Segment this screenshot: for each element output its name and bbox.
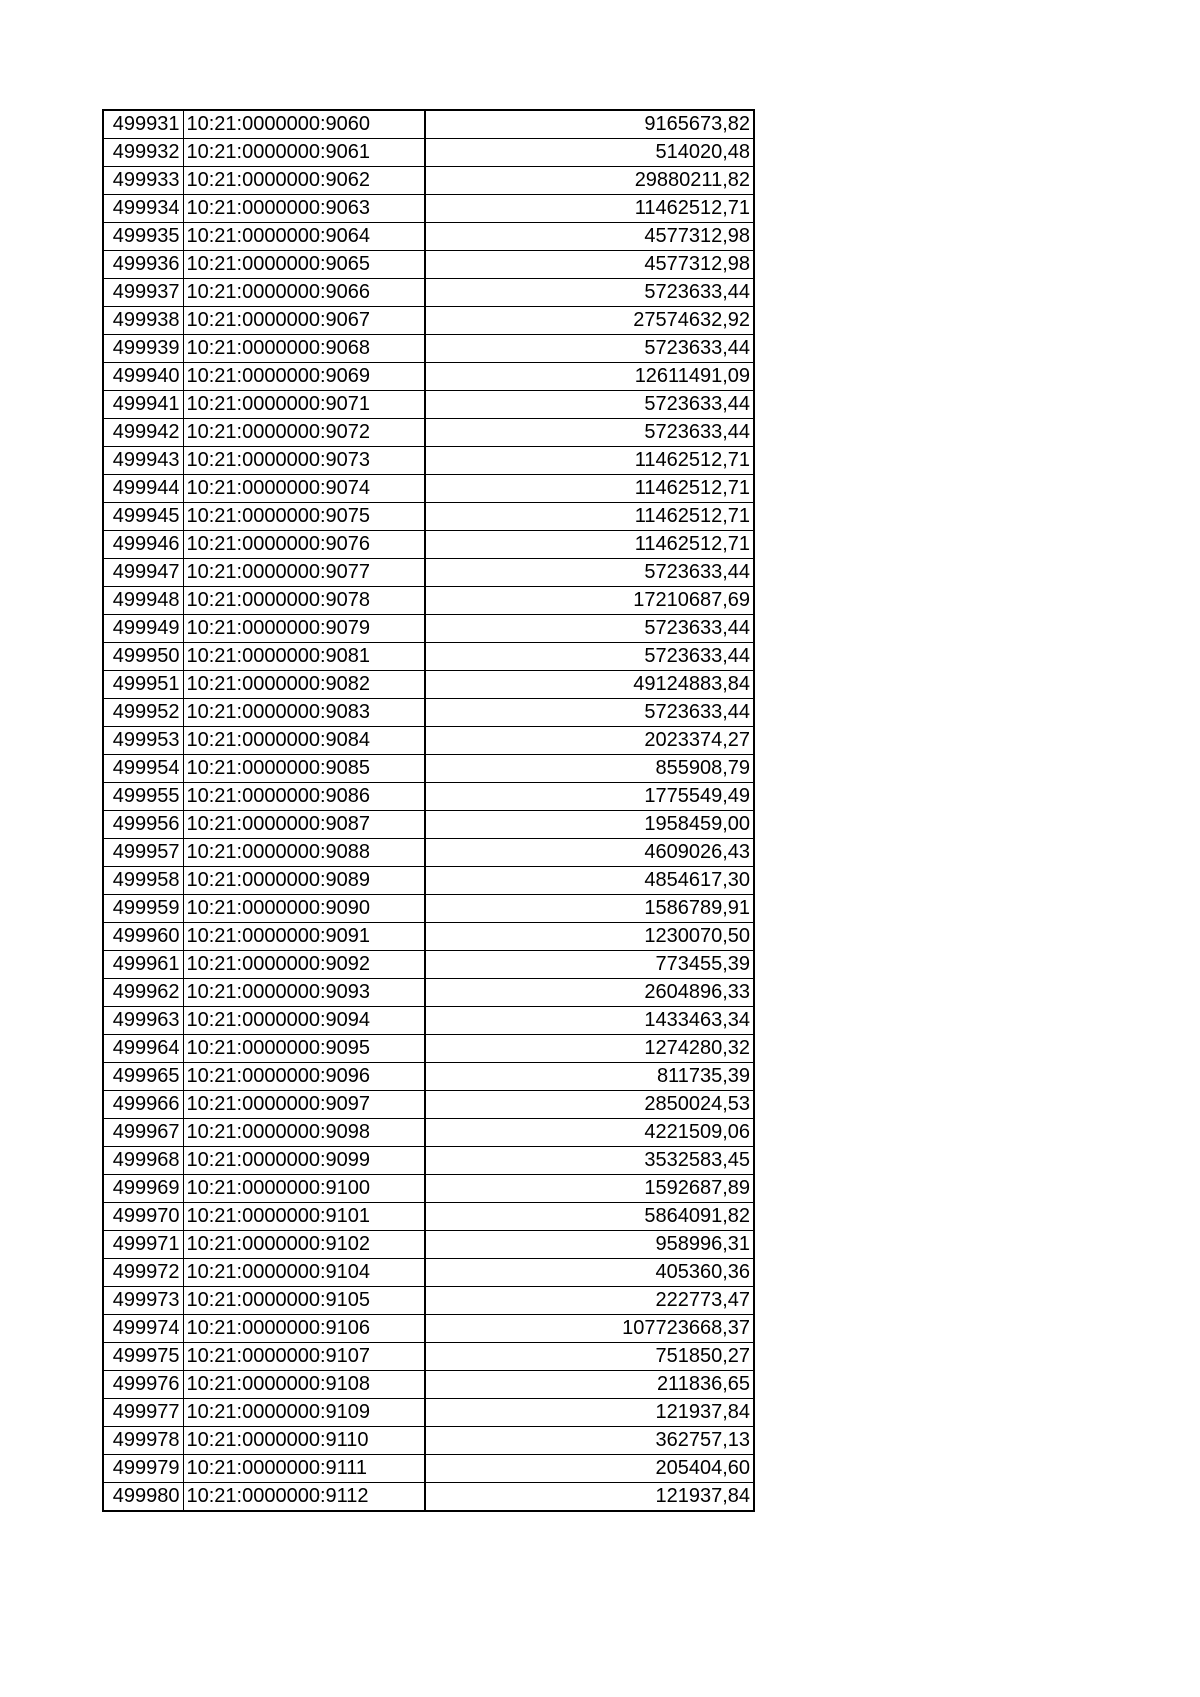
row-id-cell: 499944 bbox=[103, 475, 183, 503]
table-row bbox=[103, 1091, 754, 1119]
row-code-cell: 10:21:0000000:9090 bbox=[183, 895, 425, 923]
row-code-cell: 10:21:0000000:9094 bbox=[183, 1007, 425, 1035]
row-id-cell: 499955 bbox=[103, 783, 183, 811]
row-value-cell: 121937,84 bbox=[425, 1399, 754, 1427]
row-code-cell: 10:21:0000000:9063 bbox=[183, 195, 425, 223]
table-row bbox=[103, 195, 754, 223]
row-id-cell: 499937 bbox=[103, 279, 183, 307]
row-value-cell: 4577312,98 bbox=[425, 251, 754, 279]
table-row bbox=[103, 251, 754, 279]
row-id-cell: 499935 bbox=[103, 223, 183, 251]
table-row bbox=[103, 475, 754, 503]
row-code-cell: 10:21:0000000:9088 bbox=[183, 839, 425, 867]
row-value-cell: 1775549,49 bbox=[425, 783, 754, 811]
row-id-cell: 499966 bbox=[103, 1091, 183, 1119]
row-id-cell: 499964 bbox=[103, 1035, 183, 1063]
row-id-cell: 499939 bbox=[103, 335, 183, 363]
row-code-cell: 10:21:0000000:9107 bbox=[183, 1343, 425, 1371]
row-value-cell: 49124883,84 bbox=[425, 671, 754, 699]
row-code-cell: 10:21:0000000:9065 bbox=[183, 251, 425, 279]
row-value-cell: 5723633,44 bbox=[425, 615, 754, 643]
table-row bbox=[103, 223, 754, 251]
row-value-cell: 2604896,33 bbox=[425, 979, 754, 1007]
row-code-cell: 10:21:0000000:9109 bbox=[183, 1399, 425, 1427]
row-id-cell: 499946 bbox=[103, 531, 183, 559]
table-row bbox=[103, 1203, 754, 1231]
table-row bbox=[103, 167, 754, 195]
row-value-cell: 107723668,37 bbox=[425, 1315, 754, 1343]
row-value-cell: 12611491,09 bbox=[425, 363, 754, 391]
row-value-cell: 514020,48 bbox=[425, 139, 754, 167]
row-value-cell: 811735,39 bbox=[425, 1063, 754, 1091]
row-value-cell: 4221509,06 bbox=[425, 1119, 754, 1147]
row-id-cell: 499941 bbox=[103, 391, 183, 419]
row-id-cell: 499952 bbox=[103, 699, 183, 727]
table-row bbox=[103, 1315, 754, 1343]
row-code-cell: 10:21:0000000:9077 bbox=[183, 559, 425, 587]
table-row bbox=[103, 335, 754, 363]
row-value-cell: 751850,27 bbox=[425, 1343, 754, 1371]
table-row bbox=[103, 727, 754, 755]
table-row bbox=[103, 1287, 754, 1315]
row-value-cell: 211836,65 bbox=[425, 1371, 754, 1399]
row-value-cell: 5723633,44 bbox=[425, 335, 754, 363]
row-value-cell: 5723633,44 bbox=[425, 559, 754, 587]
row-id-cell: 499977 bbox=[103, 1399, 183, 1427]
row-id-cell: 499936 bbox=[103, 251, 183, 279]
row-value-cell: 121937,84 bbox=[425, 1483, 754, 1512]
row-value-cell: 958996,31 bbox=[425, 1231, 754, 1259]
row-id-cell: 499948 bbox=[103, 587, 183, 615]
row-value-cell: 11462512,71 bbox=[425, 195, 754, 223]
table-row bbox=[103, 391, 754, 419]
row-code-cell: 10:21:0000000:9081 bbox=[183, 643, 425, 671]
row-id-cell: 499949 bbox=[103, 615, 183, 643]
row-code-cell: 10:21:0000000:9111 bbox=[183, 1455, 425, 1483]
row-value-cell: 5723633,44 bbox=[425, 419, 754, 447]
row-id-cell: 499972 bbox=[103, 1259, 183, 1287]
row-code-cell: 10:21:0000000:9075 bbox=[183, 503, 425, 531]
row-id-cell: 499938 bbox=[103, 307, 183, 335]
row-id-cell: 499958 bbox=[103, 867, 183, 895]
row-code-cell: 10:21:0000000:9101 bbox=[183, 1203, 425, 1231]
data-table bbox=[102, 109, 755, 1512]
row-code-cell: 10:21:0000000:9110 bbox=[183, 1427, 425, 1455]
row-value-cell: 11462512,71 bbox=[425, 531, 754, 559]
table-row bbox=[103, 587, 754, 615]
row-id-cell: 499947 bbox=[103, 559, 183, 587]
table-row bbox=[103, 867, 754, 895]
table-row bbox=[103, 1455, 754, 1483]
row-id-cell: 499968 bbox=[103, 1147, 183, 1175]
row-value-cell: 11462512,71 bbox=[425, 503, 754, 531]
row-id-cell: 499969 bbox=[103, 1175, 183, 1203]
row-id-cell: 499976 bbox=[103, 1371, 183, 1399]
table-row bbox=[103, 1259, 754, 1287]
table-row bbox=[103, 615, 754, 643]
table-row bbox=[103, 1343, 754, 1371]
row-code-cell: 10:21:0000000:9062 bbox=[183, 167, 425, 195]
table-row bbox=[103, 1427, 754, 1455]
row-value-cell: 1586789,91 bbox=[425, 895, 754, 923]
row-code-cell: 10:21:0000000:9104 bbox=[183, 1259, 425, 1287]
row-id-cell: 499943 bbox=[103, 447, 183, 475]
row-code-cell: 10:21:0000000:9085 bbox=[183, 755, 425, 783]
row-id-cell: 499934 bbox=[103, 195, 183, 223]
row-code-cell: 10:21:0000000:9073 bbox=[183, 447, 425, 475]
row-code-cell: 10:21:0000000:9079 bbox=[183, 615, 425, 643]
table-row bbox=[103, 307, 754, 335]
row-id-cell: 499970 bbox=[103, 1203, 183, 1231]
row-value-cell: 17210687,69 bbox=[425, 587, 754, 615]
row-code-cell: 10:21:0000000:9072 bbox=[183, 419, 425, 447]
row-code-cell: 10:21:0000000:9064 bbox=[183, 223, 425, 251]
table-row bbox=[103, 979, 754, 1007]
row-value-cell: 5723633,44 bbox=[425, 699, 754, 727]
table-row bbox=[103, 811, 754, 839]
row-code-cell: 10:21:0000000:9106 bbox=[183, 1315, 425, 1343]
table-row bbox=[103, 951, 754, 979]
table-row bbox=[103, 1175, 754, 1203]
row-id-cell: 499951 bbox=[103, 671, 183, 699]
row-code-cell: 10:21:0000000:9071 bbox=[183, 391, 425, 419]
row-id-cell: 499959 bbox=[103, 895, 183, 923]
row-value-cell: 1958459,00 bbox=[425, 811, 754, 839]
row-value-cell: 222773,47 bbox=[425, 1287, 754, 1315]
row-value-cell: 5723633,44 bbox=[425, 279, 754, 307]
table-row bbox=[103, 783, 754, 811]
table-row bbox=[103, 671, 754, 699]
row-value-cell: 3532583,45 bbox=[425, 1147, 754, 1175]
row-value-cell: 11462512,71 bbox=[425, 475, 754, 503]
row-id-cell: 499973 bbox=[103, 1287, 183, 1315]
row-code-cell: 10:21:0000000:9074 bbox=[183, 475, 425, 503]
table-row bbox=[103, 699, 754, 727]
row-value-cell: 4609026,43 bbox=[425, 839, 754, 867]
row-value-cell: 205404,60 bbox=[425, 1455, 754, 1483]
table-row bbox=[103, 839, 754, 867]
table-row bbox=[103, 1063, 754, 1091]
row-value-cell: 855908,79 bbox=[425, 755, 754, 783]
row-code-cell: 10:21:0000000:9076 bbox=[183, 531, 425, 559]
row-code-cell: 10:21:0000000:9099 bbox=[183, 1147, 425, 1175]
row-id-cell: 499971 bbox=[103, 1231, 183, 1259]
row-value-cell: 1592687,89 bbox=[425, 1175, 754, 1203]
row-value-cell: 9165673,82 bbox=[425, 110, 754, 139]
row-code-cell: 10:21:0000000:9084 bbox=[183, 727, 425, 755]
row-code-cell: 10:21:0000000:9060 bbox=[183, 110, 425, 139]
table-row bbox=[103, 1371, 754, 1399]
table-row bbox=[103, 1035, 754, 1063]
row-id-cell: 499954 bbox=[103, 755, 183, 783]
row-id-cell: 499945 bbox=[103, 503, 183, 531]
row-code-cell: 10:21:0000000:9069 bbox=[183, 363, 425, 391]
row-code-cell: 10:21:0000000:9068 bbox=[183, 335, 425, 363]
row-value-cell: 5723633,44 bbox=[425, 391, 754, 419]
table-row bbox=[103, 1119, 754, 1147]
row-value-cell: 362757,13 bbox=[425, 1427, 754, 1455]
row-id-cell: 499940 bbox=[103, 363, 183, 391]
table-row bbox=[103, 923, 754, 951]
row-code-cell: 10:21:0000000:9100 bbox=[183, 1175, 425, 1203]
row-code-cell: 10:21:0000000:9061 bbox=[183, 139, 425, 167]
row-id-cell: 499960 bbox=[103, 923, 183, 951]
table-row bbox=[103, 1231, 754, 1259]
row-value-cell: 2850024,53 bbox=[425, 1091, 754, 1119]
row-code-cell: 10:21:0000000:9067 bbox=[183, 307, 425, 335]
row-code-cell: 10:21:0000000:9092 bbox=[183, 951, 425, 979]
row-value-cell: 5864091,82 bbox=[425, 1203, 754, 1231]
row-code-cell: 10:21:0000000:9083 bbox=[183, 699, 425, 727]
row-code-cell: 10:21:0000000:9095 bbox=[183, 1035, 425, 1063]
table-row bbox=[103, 447, 754, 475]
row-id-cell: 499979 bbox=[103, 1455, 183, 1483]
table-row bbox=[103, 363, 754, 391]
row-id-cell: 499963 bbox=[103, 1007, 183, 1035]
row-value-cell: 1230070,50 bbox=[425, 923, 754, 951]
row-value-cell: 29880211,82 bbox=[425, 167, 754, 195]
row-id-cell: 499956 bbox=[103, 811, 183, 839]
table-row bbox=[103, 139, 754, 167]
row-id-cell: 499980 bbox=[103, 1483, 183, 1512]
row-id-cell: 499961 bbox=[103, 951, 183, 979]
row-code-cell: 10:21:0000000:9098 bbox=[183, 1119, 425, 1147]
row-code-cell: 10:21:0000000:9108 bbox=[183, 1371, 425, 1399]
row-code-cell: 10:21:0000000:9087 bbox=[183, 811, 425, 839]
row-value-cell: 405360,36 bbox=[425, 1259, 754, 1287]
row-code-cell: 10:21:0000000:9089 bbox=[183, 867, 425, 895]
row-value-cell: 773455,39 bbox=[425, 951, 754, 979]
row-code-cell: 10:21:0000000:9105 bbox=[183, 1287, 425, 1315]
row-code-cell: 10:21:0000000:9097 bbox=[183, 1091, 425, 1119]
row-value-cell: 11462512,71 bbox=[425, 447, 754, 475]
table-body bbox=[103, 110, 754, 1511]
row-id-cell: 499932 bbox=[103, 139, 183, 167]
table-row bbox=[103, 755, 754, 783]
table-row bbox=[103, 279, 754, 307]
row-id-cell: 499957 bbox=[103, 839, 183, 867]
row-code-cell: 10:21:0000000:9091 bbox=[183, 923, 425, 951]
row-code-cell: 10:21:0000000:9112 bbox=[183, 1483, 425, 1512]
row-value-cell: 27574632,92 bbox=[425, 307, 754, 335]
row-id-cell: 499978 bbox=[103, 1427, 183, 1455]
row-id-cell: 499962 bbox=[103, 979, 183, 1007]
table-row bbox=[103, 503, 754, 531]
row-value-cell: 1274280,32 bbox=[425, 1035, 754, 1063]
row-id-cell: 499933 bbox=[103, 167, 183, 195]
table-row bbox=[103, 419, 754, 447]
row-value-cell: 4577312,98 bbox=[425, 223, 754, 251]
table-row bbox=[103, 1399, 754, 1427]
row-code-cell: 10:21:0000000:9066 bbox=[183, 279, 425, 307]
table-row bbox=[103, 895, 754, 923]
row-code-cell: 10:21:0000000:9086 bbox=[183, 783, 425, 811]
row-value-cell: 1433463,34 bbox=[425, 1007, 754, 1035]
table-row bbox=[103, 1147, 754, 1175]
row-code-cell: 10:21:0000000:9096 bbox=[183, 1063, 425, 1091]
table-row bbox=[103, 1007, 754, 1035]
table-row bbox=[103, 110, 754, 139]
row-id-cell: 499974 bbox=[103, 1315, 183, 1343]
row-id-cell: 499942 bbox=[103, 419, 183, 447]
table-row bbox=[103, 531, 754, 559]
row-id-cell: 499975 bbox=[103, 1343, 183, 1371]
row-code-cell: 10:21:0000000:9093 bbox=[183, 979, 425, 1007]
row-id-cell: 499950 bbox=[103, 643, 183, 671]
row-id-cell: 499931 bbox=[103, 110, 183, 139]
row-code-cell: 10:21:0000000:9102 bbox=[183, 1231, 425, 1259]
table-row bbox=[103, 559, 754, 587]
row-id-cell: 499965 bbox=[103, 1063, 183, 1091]
row-code-cell: 10:21:0000000:9082 bbox=[183, 671, 425, 699]
row-id-cell: 499967 bbox=[103, 1119, 183, 1147]
table-row bbox=[103, 1483, 754, 1512]
row-code-cell: 10:21:0000000:9078 bbox=[183, 587, 425, 615]
table-row bbox=[103, 643, 754, 671]
row-value-cell: 5723633,44 bbox=[425, 643, 754, 671]
row-id-cell: 499953 bbox=[103, 727, 183, 755]
row-value-cell: 2023374,27 bbox=[425, 727, 754, 755]
row-value-cell: 4854617,30 bbox=[425, 867, 754, 895]
